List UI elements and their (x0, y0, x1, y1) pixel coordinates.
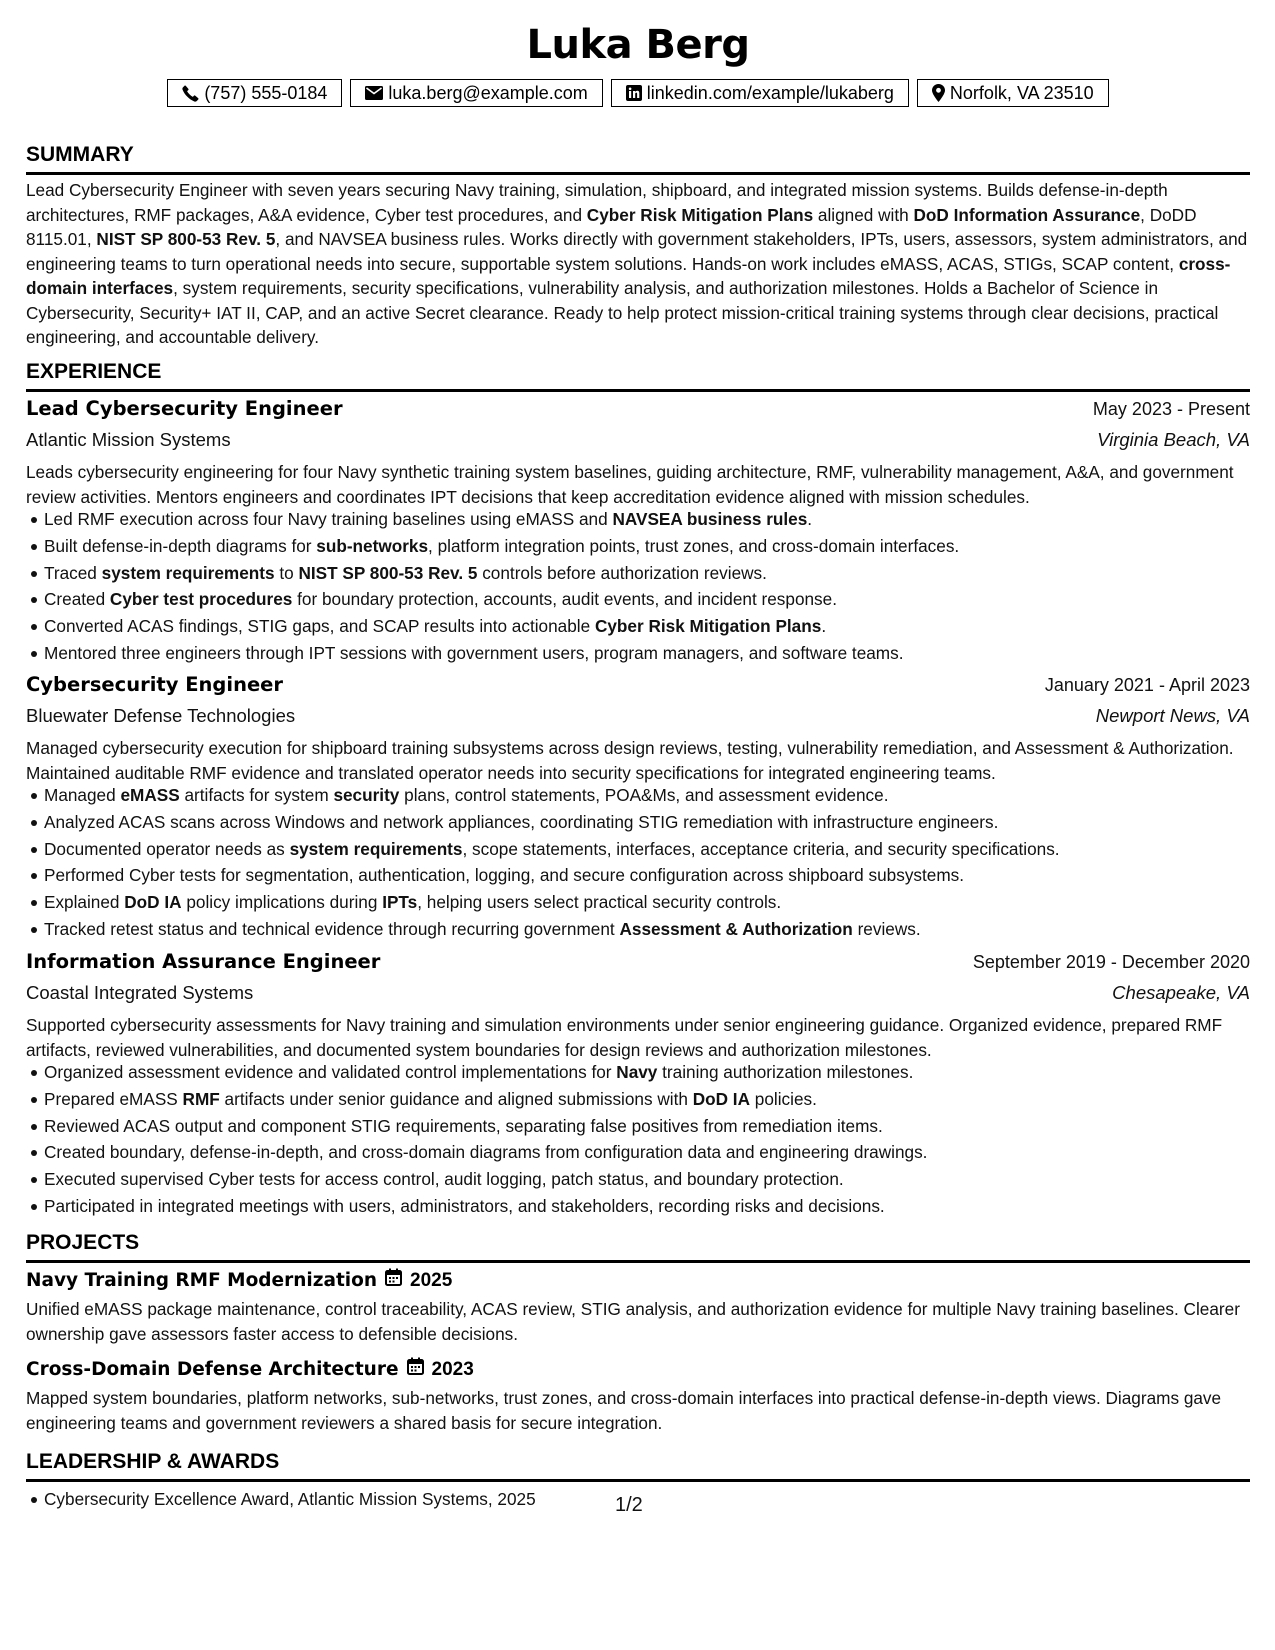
bold-phrase: system requirements (289, 838, 463, 859)
list-item (26, 836, 1250, 863)
job-company: Atlantic Mission Systems (26, 429, 231, 450)
list-item (26, 782, 1250, 809)
text-run: artifacts for system (179, 785, 334, 805)
map-pin-icon (932, 84, 945, 102)
bold-phrase: Assessment & Authorization (619, 918, 853, 939)
bold-phrase: Cyber Risk Mitigation Plans (586, 204, 814, 225)
job-bullets (26, 1059, 1250, 1220)
bold-phrase: eMASS (120, 785, 180, 805)
project-header (26, 1357, 474, 1383)
text-run: Documented operator needs as (44, 838, 290, 859)
text-run: Created (44, 589, 110, 610)
list-item (26, 506, 1250, 533)
list-item (26, 586, 1250, 613)
text-run: Prepared eMASS (44, 1088, 183, 1109)
section-title-experience: EXPERIENCE (26, 360, 1250, 392)
text-run: Mentored three engineers through IPT sessions with government users, program managers, and software teams. (44, 642, 904, 663)
text-run: Explained (44, 892, 125, 913)
text-run: plans, control statements, POA&Ms, and assessment evidence. (399, 785, 889, 805)
project-name: Cross-Domain Defense Architecture (26, 1359, 399, 1380)
location-chip[interactable] (917, 79, 1109, 107)
candidate-name: Luka Berg (526, 22, 750, 68)
list-item (26, 1113, 1250, 1140)
text-run: Participated in integrated meetings with users, administrators, and stakeholders, recording risks and decisions. (44, 1195, 885, 1216)
bold-phrase: DoD IA (692, 1088, 750, 1109)
job-description: Managed cybersecurity execution for shipboard training subsystems across design reviews, testing, vulnerability remediation, and Assessment & Authorization. Maintained auditable RMF evidence and translated operator needs into security specifications for integrated engineering teams. (26, 738, 1234, 783)
bold-phrase: security (333, 785, 400, 805)
bold-phrase: NIST SP 800-53 Rev. 5 (298, 562, 478, 583)
text-run: , system requirements, security specifications, vulnerability analysis, and authorization milestones. Holds a Bachelor of Science in Cybersecurity, Security+ IAT II, CAP, and an active Secret clearance. Ready to help protect mission-critical training systems through clear decisions, practical engineering, and accountable delivery. (26, 278, 1219, 347)
text-run: Traced (44, 562, 102, 583)
list-item (26, 1166, 1250, 1193)
job-company: Coastal Integrated Systems (26, 982, 254, 1003)
job-dates: May 2023 - Present (1092, 399, 1250, 419)
text-run: Lead Cybersecurity Engineer with seven years securing Navy training, simulation, shipboard, and integrated mission systems. Builds defense-in-depth architectures, RMF packages, A&A evidence, Cyber test procedures, and (26, 180, 1168, 225)
text-run: aligned with (813, 204, 914, 225)
text-run: Built defense-in-depth diagrams for (44, 535, 317, 556)
bold-phrase: sub-networks (316, 535, 429, 556)
leadership-list (26, 1486, 586, 1513)
list-item (26, 560, 1250, 587)
text-run: , and NAVSEA business rules. Works directly with government stakeholders, IPTs, users, assessors, system administrators, and engineering teams to turn operational needs into secure, supportable system solutions. Hands-on work includes eMASS, ACAS, STIGs, SCAP content, (26, 229, 1248, 274)
phone-icon (182, 85, 199, 102)
text-run: policies. (750, 1088, 817, 1109)
email-text: luka.berg@example.com (388, 82, 588, 103)
bold-phrase: NAVSEA business rules (612, 509, 808, 529)
bold-phrase: cross-domain interfaces (26, 253, 1231, 298)
text-run: artifacts under senior guidance and aligned submissions with (219, 1088, 693, 1109)
list-item (26, 862, 1250, 889)
job-bullets (26, 506, 1250, 667)
job-location: Chesapeake, VA (1112, 982, 1250, 1003)
bold-phrase: IPTs (382, 892, 418, 913)
project-description: Unified eMASS package maintenance, control traceability, ACAS review, STIG analysis, and authorization evidence for multiple Navy training baselines. Clearer ownership gave assessors faster access to defensible decisions. (26, 1299, 1240, 1344)
list-item (26, 1139, 1250, 1166)
text-run: Executed supervised Cyber tests for access control, audit logging, patch status, and boundary protection. (44, 1169, 844, 1190)
text-run: , scope statements, interfaces, acceptance criteria, and security specifications. (462, 838, 1060, 859)
calendar-icon (407, 1357, 424, 1383)
text-run: Created boundary, defense-in-depth, and cross-domain diagrams from configuration data and engineering drawings. (44, 1142, 928, 1163)
bold-phrase: DoD IA (124, 892, 182, 913)
project-header (26, 1268, 452, 1294)
list-item (26, 889, 1250, 916)
text-run: . (821, 616, 827, 637)
page-number: 1/2 (615, 1494, 643, 1516)
bold-phrase: RMF (182, 1088, 220, 1109)
text-run: Organized assessment evidence and validated control implementations for (44, 1062, 617, 1082)
summary-text (26, 178, 1250, 350)
project-year: 2025 (410, 1270, 453, 1291)
job-dates: January 2021 - April 2023 (1044, 675, 1250, 695)
bold-phrase: Cyber Risk Mitigation Plans (594, 616, 822, 637)
project-name: Navy Training RMF Modernization (26, 1270, 378, 1291)
text-run: policy implications during (181, 892, 383, 913)
text-run: for boundary protection, accounts, audit events, and incident response. (292, 589, 837, 610)
phone-text: (757) 555-0184 (204, 82, 328, 103)
text-run: Tracked retest status and technical evidence through recurring government (44, 918, 620, 939)
job-description: Supported cybersecurity assessments for Navy training and simulation environments under senior engineering guidance. Organized evidence, prepared RMF artifacts, reviewed vulnerabilities, and documented system boundaries for design reviews and authorization milestones. (26, 1015, 1223, 1060)
job-location: Newport News, VA (1095, 705, 1250, 726)
location-text: Norfolk, VA 23510 (949, 82, 1094, 103)
list-item (26, 1059, 1250, 1086)
text-run: training authorization milestones. (657, 1062, 914, 1082)
section-title-projects: PROJECTS (26, 1231, 1250, 1263)
email-chip[interactable] (350, 79, 602, 107)
text-run: to (274, 562, 299, 583)
job-bullets (26, 782, 1250, 943)
job-description: Leads cybersecurity engineering for four Navy synthetic training system baselines, guiding architecture, RMF, vulnerability management, A&A, and government review activities. Mentors engineers and coordinates IPT decisions that keep accreditation evidence aligned with mission schedules. (26, 462, 1234, 507)
list-item (26, 533, 1250, 560)
linkedin-icon (626, 85, 642, 101)
list-item (26, 640, 1250, 667)
text-run: , helping users select practical security controls. (417, 892, 782, 913)
envelope-icon (365, 86, 383, 100)
bold-phrase: NIST SP 800-53 Rev. 5 (96, 229, 276, 249)
project-description: Mapped system boundaries, platform networks, sub-networks, trust zones, and cross-domain interfaces into practical defense-in-depth views. Diagrams gave engineering teams and government reviewers a shared basis for secure integration. (26, 1388, 1222, 1433)
linkedin-chip[interactable] (611, 79, 909, 107)
text-run: Analyzed ACAS scans across Windows and network appliances, coordinating STIG remediation with infrastructure engineers. (44, 811, 999, 832)
text-run: Performed Cyber tests for segmentation, authentication, logging, and secure configuration across shipboard subsystems. (44, 865, 965, 886)
job-location: Virginia Beach, VA (1097, 429, 1250, 450)
job-company: Bluewater Defense Technologies (26, 705, 296, 726)
calendar-icon (385, 1268, 402, 1294)
phone-chip[interactable] (167, 79, 342, 107)
job-title: Lead Cybersecurity Engineer (26, 397, 343, 420)
linkedin-text: linkedin.com/example/lukaberg (646, 82, 894, 103)
list-item (26, 809, 1250, 836)
list-item (26, 613, 1250, 640)
section-title-leadership: LEADERSHIP & AWARDS (26, 1450, 1250, 1482)
text-run: . (807, 509, 813, 529)
text-run: Managed (44, 785, 121, 805)
text-run: reviews. (852, 918, 921, 939)
bold-phrase: Cyber test procedures (109, 589, 293, 610)
text-run: , platform integration points, trust zones, and cross-domain interfaces. (428, 535, 960, 556)
list-item (26, 1086, 1250, 1113)
job-title: Information Assurance Engineer (26, 950, 381, 973)
bold-phrase: Navy (616, 1062, 658, 1082)
job-title: Cybersecurity Engineer (26, 673, 284, 696)
list-item (26, 1193, 1250, 1220)
text-run: Converted ACAS findings, STIG gaps, and SCAP results into actionable (44, 616, 595, 637)
bold-phrase: system requirements (101, 562, 275, 583)
section-title-summary: SUMMARY (26, 143, 1250, 175)
list-item (26, 916, 1250, 943)
text-run: Led RMF execution across four Navy training baselines using eMASS and (44, 509, 613, 529)
project-year: 2023 (431, 1359, 474, 1380)
list-item: Cybersecurity Excellence Award, Atlantic Mission Systems, 2025 (26, 1486, 586, 1513)
text-run: , DoDD 8115.01, (26, 204, 1197, 249)
text-run: controls before authorization reviews. (477, 562, 767, 583)
job-dates: September 2019 - December 2020 (972, 952, 1250, 972)
bold-phrase: DoD Information Assurance (913, 204, 1141, 225)
text-run: Reviewed ACAS output and component STIG requirements, separating false positives from remediation items. (44, 1115, 883, 1136)
contact-bar (26, 79, 1250, 107)
